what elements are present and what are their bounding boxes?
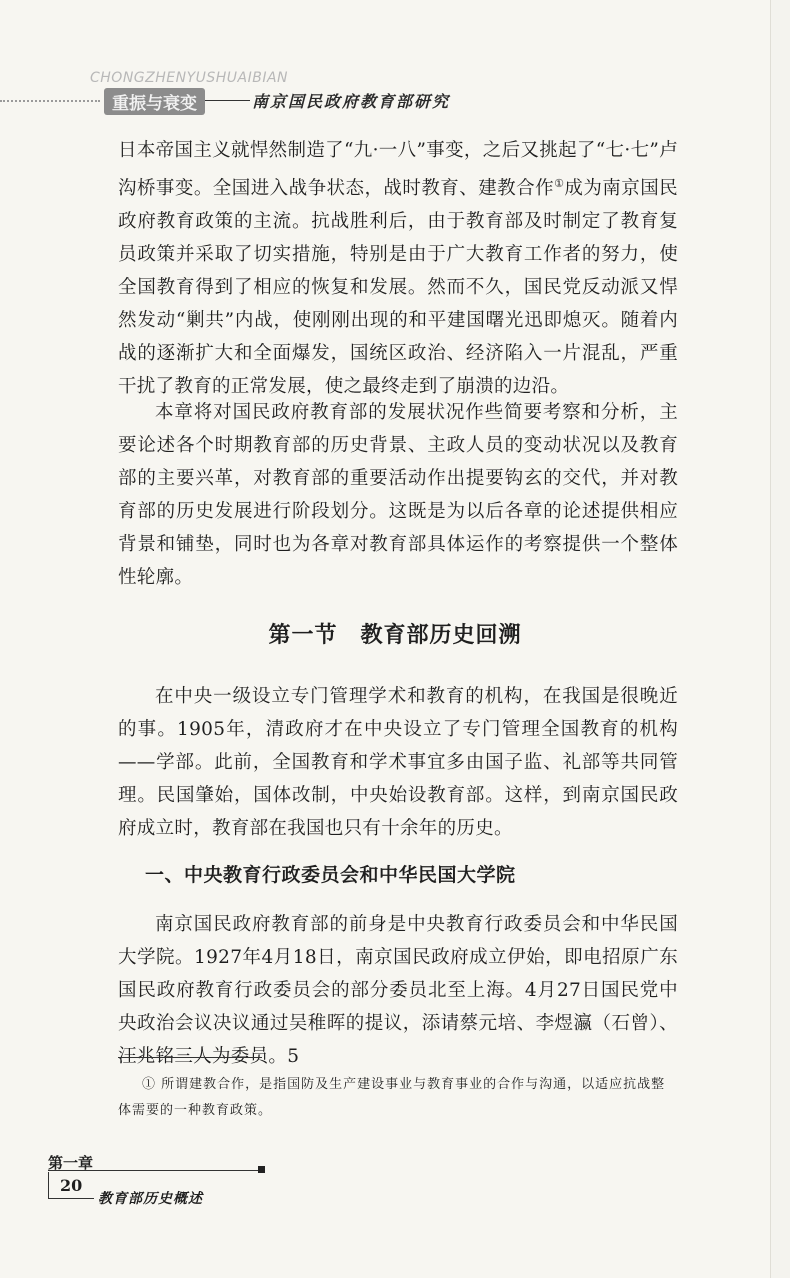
footnote [118,1072,678,1124]
footnote-text: 所谓建教合作，是指国防及生产建设事业与教育事业的合作与沟通，以适应抗战整体需要的一种教育政策。 [118,1077,666,1118]
paragraph-1 [118,134,678,403]
footer-square-marker [258,1166,265,1173]
footer-underline [48,1198,94,1199]
footnote-ref: ① [554,177,565,190]
header-book-title: 重振与衰变 [104,88,205,115]
header-dotted-rule [0,100,100,102]
paragraph-1-cont: 成为南京国民政府教育政策的主流。抗战胜利后，由于教育部及时制定了教育复员政策并采取了切实措施，特别是由于广大教育工作者的努力，使全国教育得到了相应的恢复和发展。然而不久，国民党反动派又悍然发动“剿共”内战，使刚刚出现的和平建国曙光迅即熄灭。随着内战的逐渐扩大和全面爆发，国统区政治、经济陷入一片混乱，严重干扰了教育的正常发展，使之最终走到了崩溃的边沿。 [118,178,678,398]
paragraph-3: 在中央一级设立专门管理学术和教育的机构，在我国是很晚近的事。1905年，清政府才在中央设立了专门管理全国教育的机构——学部。此前，全国教育和学术事宜多由国子监、礼部等共同管理。民国肇始，国体改制，中央始设教育部。这样，到南京国民政府成立时，教育部在我国也只有十余年的历史。 [118,686,678,839]
footer-rule [48,1170,260,1171]
paragraph-4: 南京国民政府教育部的前身是中央教育行政委员会和中华民国大学院。1927年4月18日，南京国民政府成立伊始，即电招原广东国民政府教育行政委员会的部分委员北至上海。4月27日国民党中央政治会议决议通过吴稚晖的提议，添请蔡元培、李煜瀛（石曾）、汪兆铭三人为委员。5 [118,914,678,1067]
footer-chapter-title: 教育部历史概述 [98,1191,203,1207]
subsection-heading: 一、中央教育行政委员会和中华民国大学院 [145,864,516,886]
footnote-rule [118,1057,262,1058]
paragraph-2: 本章将对国民政府教育部的发展状况作些简要考察和分析，主要论述各个时期教育部的历史背景、主政人员的变动状况以及教育部的主要兴革，对教育部的重要活动作出提要钩玄的交代，并对教育部的历史发展进行阶段划分。这既是为以后各章的论述提供相应背景和铺垫，同时也为各章对教育部具体运作的考察提供一个整体性轮廓。 [118,402,678,588]
section-heading: 第一节 教育部历史回溯 [268,623,522,648]
footer-vertical-rule [48,1172,49,1198]
footer-chapter: 第一章 [48,1154,94,1172]
header-subtitle: 南京国民政府教育部研究 [252,92,451,111]
footnote-marker: ① [142,1077,157,1092]
paragraph-1-text: 日本帝国主义就悍然制造了“九·一八”事变，之后又挑起了“七·七”卢沟桥事变。全国进入战争状态，战时教育、建教合作 [118,140,678,200]
header-dash [205,100,250,101]
page-number: 20 [60,1176,83,1195]
header-pinyin: CHONGZHENYUSHUAIBIAN [90,70,289,86]
